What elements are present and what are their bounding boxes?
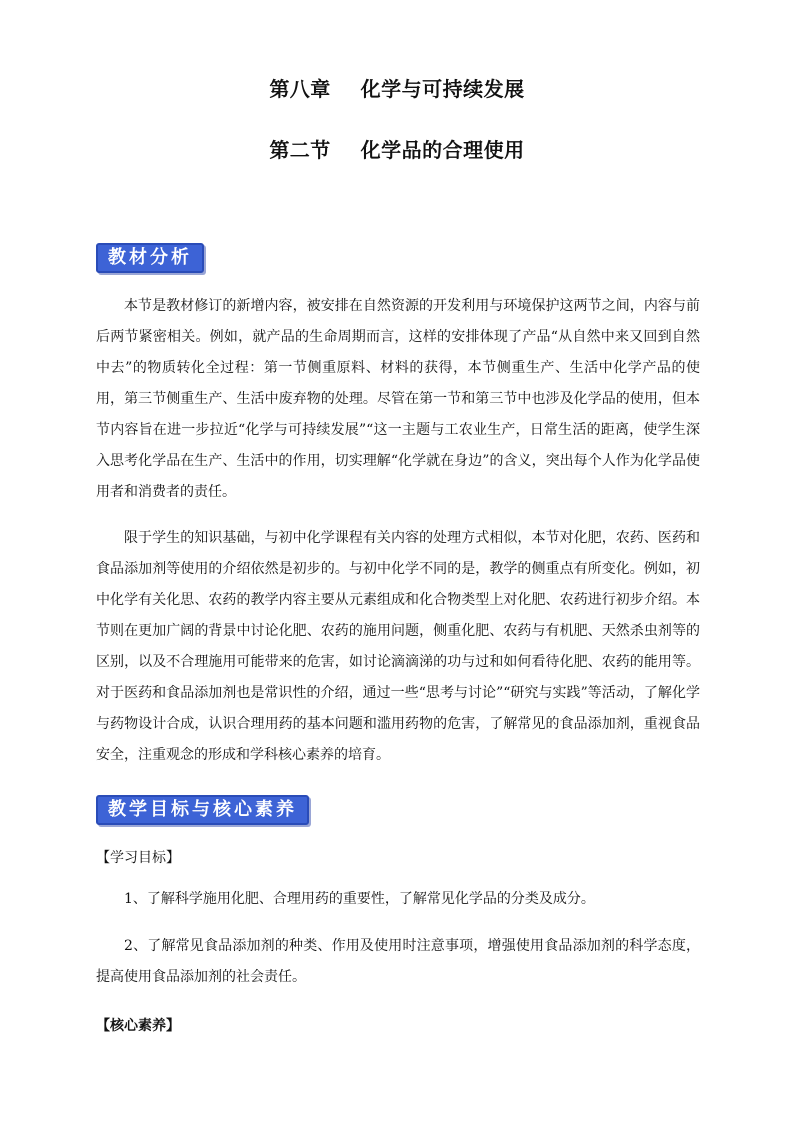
section-title: 第二节 化学品的合理使用 bbox=[269, 138, 525, 162]
analysis-paragraph-2: 限于学生的知识基础，与初中化学课程有关内容的处理方式相似，本节对化肥，农药、医药和食品添加剂等使用的介绍依然是初步的。与初中化学不同的是，教学的侧重点有所变化。例如，初中化学有关化思、农药的教学内容主要从元素组成和化合物类型上对化肥、农药进行初步介绍。本节则在更加广阔的背景中讨论化肥、农药的施用问题，侧重化肥、农药与有机肥、天然杀虫剂等的区别，以及不合理施用可能带来的危害，如讨论滴滴涕的功与过和如何看待化肥、农药的能用等。对于医药和食品添加剂也是常识性的介绍，通过一些“思考与讨论”“研究与实践”等活动，了解化学与药物设计合成，认识合理用药的基本问题和滥用药物的危害，了解常见的食品添加剂，重视食品安全，注重观念的形成和学科核心素养的培育。 bbox=[96, 530, 700, 763]
learning-goal-item-2: 2、了解常见食品添加剂的种类、作用及使用时注意事项，增强使用食品添加剂的科学态度，提高使用食品添加剂的社会责任。 bbox=[96, 938, 700, 985]
analysis-paragraph-1: 本节是教材修订的新增内容，被安排在自然资源的开发利用与环境保护这两节之间，内容与前后两节紧密相关。例如，就产品的生命周期而言，这样的安排体现了产品“从自然中来又回到自然中去”的物质转化全过程：第一节侧重原料、材料的获得，本节侧重生产、生活中化学产品的使用，第三节侧重生产、生活中废弃物的处理。尽管在第一节和第三节中也涉及化学品的使用，但本节内容旨在进一步拉近“化学与可持续发展”“这一主题与工农业生产，日常生活的距离，使学生深入思考化学品在生产、生活中的作用，切实理解“化学就在身边”的含义，突出每个人作为化学品使用者和消费者的责任。 bbox=[96, 298, 700, 500]
goals-heading-tag: 教学目标与核心素养 bbox=[96, 795, 309, 825]
learning-goal-item-1: 1、了解科学施用化肥、合理用药的重要性，了解常见化学品的分类及成分。 bbox=[124, 891, 595, 907]
chapter-title: 第八章 化学与可持续发展 bbox=[269, 77, 525, 101]
core-literacy-label: 【核心素养】 bbox=[96, 1018, 180, 1034]
analysis-heading-tag: 教材分析 bbox=[96, 243, 204, 273]
learning-goals-label: 【学习目标】 bbox=[96, 850, 180, 866]
